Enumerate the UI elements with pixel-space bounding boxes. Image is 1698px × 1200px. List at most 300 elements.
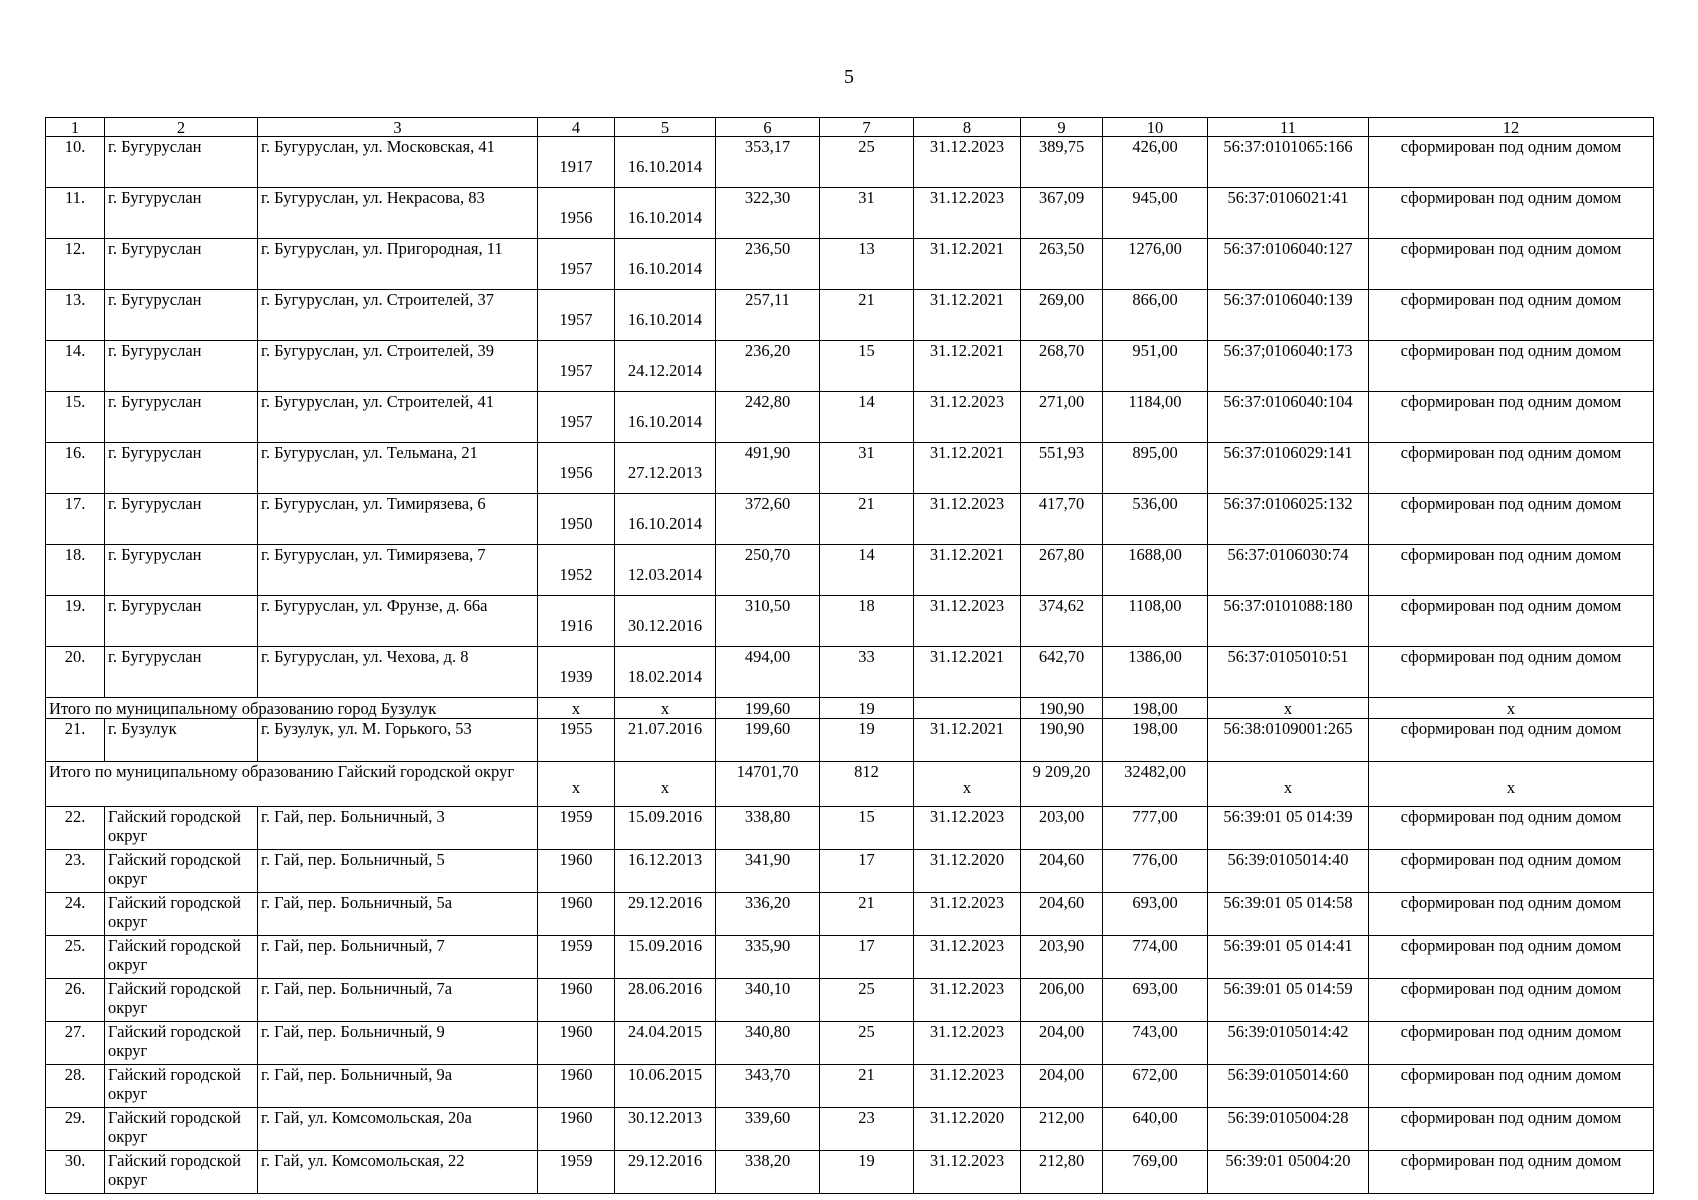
year-cell: 1955 (538, 719, 615, 762)
status-cell: сформирован под одним домом (1369, 1065, 1654, 1108)
table-row (46, 807, 1654, 850)
column-header: 10 (1103, 118, 1208, 137)
land-area-cell: 640,00 (1103, 1108, 1208, 1151)
municipality-cell: Гайский городской округ (105, 807, 258, 850)
area-cell: 338,80 (716, 807, 820, 850)
status-cell: сформирован под одним домом (1369, 1108, 1654, 1151)
table-row (46, 494, 1654, 545)
area2-cell: 417,70 (1021, 494, 1103, 545)
status-cell: сформирован под одним домом (1369, 596, 1654, 647)
residents-cell: 18 (820, 596, 914, 647)
table-row (46, 341, 1654, 392)
date-cell: 16.10.2014 (615, 392, 716, 443)
residents-cell: 13 (820, 239, 914, 290)
year-cell: 1917 (538, 137, 615, 188)
year-cell: 1957 (538, 392, 615, 443)
year-cell: 1959 (538, 936, 615, 979)
row-number-cell: 11. (46, 188, 105, 239)
address-cell: г. Гай, пер. Больничный, 7 (258, 936, 538, 979)
address-cell: г. Бугуруслан, ул. Строителей, 41 (258, 392, 538, 443)
area-cell: 340,80 (716, 1022, 820, 1065)
address-cell: г. Гай, пер. Больничный, 9а (258, 1065, 538, 1108)
row-number-cell: 17. (46, 494, 105, 545)
address-cell: г. Гай, пер. Больничный, 3 (258, 807, 538, 850)
year-cell: 1956 (538, 443, 615, 494)
area-cell: 257,11 (716, 290, 820, 341)
year-cell: 1960 (538, 893, 615, 936)
residents-cell: 21 (820, 494, 914, 545)
total-area-cell: 14701,70 (716, 762, 820, 807)
date-cell: 16.10.2014 (615, 188, 716, 239)
area2-cell: 204,60 (1021, 893, 1103, 936)
area2-cell: 203,90 (1021, 936, 1103, 979)
status-cell: сформирован под одним домом (1369, 893, 1654, 936)
land-area-cell: 1184,00 (1103, 392, 1208, 443)
address-cell: г. Гай, ул. Комсомольская, 20а (258, 1108, 538, 1151)
deadline-cell: 31.12.2021 (914, 239, 1021, 290)
cadastral-number-cell: 56:37;0106040:173 (1208, 341, 1369, 392)
deadline-cell: 31.12.2023 (914, 936, 1021, 979)
row-number-cell: 28. (46, 1065, 105, 1108)
area2-cell: 267,80 (1021, 545, 1103, 596)
table-row (46, 936, 1654, 979)
deadline-cell: 31.12.2020 (914, 1108, 1021, 1151)
residents-cell: 14 (820, 545, 914, 596)
date-cell: 16.10.2014 (615, 290, 716, 341)
date-cell: 29.12.2016 (615, 1151, 716, 1194)
area2-cell: 268,70 (1021, 341, 1103, 392)
date-cell: 16.12.2013 (615, 850, 716, 893)
cadastral-number-cell: 56:37:0106030:74 (1208, 545, 1369, 596)
area2-cell: 206,00 (1021, 979, 1103, 1022)
cadastral-number-cell: 56:37:0106021:41 (1208, 188, 1369, 239)
land-area-cell: 1386,00 (1103, 647, 1208, 698)
deadline-cell: 31.12.2020 (914, 850, 1021, 893)
residents-cell: 17 (820, 850, 914, 893)
municipality-cell: Гайский городской округ (105, 893, 258, 936)
municipality-cell: Гайский городской округ (105, 979, 258, 1022)
year-cell: 1960 (538, 1108, 615, 1151)
cadastral-number-cell: 56:39:01 05 014:59 (1208, 979, 1369, 1022)
total-year-cell: х (538, 698, 615, 719)
table-row (46, 290, 1654, 341)
status-cell: сформирован под одним домом (1369, 137, 1654, 188)
year-cell: 1960 (538, 1065, 615, 1108)
deadline-cell: 31.12.2023 (914, 807, 1021, 850)
residents-cell: 25 (820, 979, 914, 1022)
date-cell: 12.03.2014 (615, 545, 716, 596)
residents-cell: 33 (820, 647, 914, 698)
table-row (46, 1065, 1654, 1108)
deadline-cell: 31.12.2021 (914, 719, 1021, 762)
area-cell: 341,90 (716, 850, 820, 893)
row-number-cell: 18. (46, 545, 105, 596)
row-number-cell: 10. (46, 137, 105, 188)
municipality-cell: Гайский городской округ (105, 1151, 258, 1194)
land-area-cell: 536,00 (1103, 494, 1208, 545)
date-cell: 10.06.2015 (615, 1065, 716, 1108)
area-cell: 372,60 (716, 494, 820, 545)
residents-cell: 31 (820, 443, 914, 494)
address-cell: г. Бугуруслан, ул. Тимирязева, 7 (258, 545, 538, 596)
date-cell: 27.12.2013 (615, 443, 716, 494)
cadastral-number-cell: 56:37:0101065:166 (1208, 137, 1369, 188)
residents-cell: 19 (820, 719, 914, 762)
year-cell: 1956 (538, 188, 615, 239)
land-area-cell: 693,00 (1103, 979, 1208, 1022)
area2-cell: 389,75 (1021, 137, 1103, 188)
table-row (46, 1151, 1654, 1194)
residents-cell: 21 (820, 893, 914, 936)
status-cell: сформирован под одним домом (1369, 239, 1654, 290)
status-cell: сформирован под одним домом (1369, 188, 1654, 239)
area-cell: 353,17 (716, 137, 820, 188)
area2-cell: 212,80 (1021, 1151, 1103, 1194)
municipality-cell: г. Бузулук (105, 719, 258, 762)
table-row (46, 596, 1654, 647)
status-cell: сформирован под одним домом (1369, 647, 1654, 698)
land-area-cell: 866,00 (1103, 290, 1208, 341)
municipality-cell: Гайский городской округ (105, 1022, 258, 1065)
deadline-cell: 31.12.2021 (914, 341, 1021, 392)
status-cell: сформирован под одним домом (1369, 979, 1654, 1022)
date-cell: 15.09.2016 (615, 936, 716, 979)
year-cell: 1952 (538, 545, 615, 596)
area2-cell: 204,00 (1021, 1065, 1103, 1108)
area2-cell: 551,93 (1021, 443, 1103, 494)
municipality-cell: Гайский городской округ (105, 1108, 258, 1151)
year-cell: 1950 (538, 494, 615, 545)
address-cell: г. Бугуруслан, ул. Пригородная, 11 (258, 239, 538, 290)
status-cell: сформирован под одним домом (1369, 807, 1654, 850)
deadline-cell: 31.12.2023 (914, 494, 1021, 545)
land-area-cell: 777,00 (1103, 807, 1208, 850)
table-row (46, 443, 1654, 494)
table-row (46, 239, 1654, 290)
cadastral-number-cell: 56:39:01 05004:20 (1208, 1151, 1369, 1194)
row-number-cell: 21. (46, 719, 105, 762)
date-cell: 15.09.2016 (615, 807, 716, 850)
column-header: 9 (1021, 118, 1103, 137)
area2-cell: 374,62 (1021, 596, 1103, 647)
total-date-cell: х (615, 698, 716, 719)
residents-cell: 15 (820, 807, 914, 850)
deadline-cell: 31.12.2023 (914, 1022, 1021, 1065)
column-header: 5 (615, 118, 716, 137)
deadline-cell: 31.12.2023 (914, 893, 1021, 936)
total-label: Итого по муниципальному образованию город Бузулук (46, 698, 538, 719)
area-cell: 322,30 (716, 188, 820, 239)
year-cell: 1959 (538, 807, 615, 850)
area-cell: 236,20 (716, 341, 820, 392)
total-date-cell: х (615, 762, 716, 807)
municipality-cell: г. Бугуруслан (105, 239, 258, 290)
column-header: 12 (1369, 118, 1654, 137)
address-cell: г. Бугуруслан, ул. Строителей, 39 (258, 341, 538, 392)
area-cell: 338,20 (716, 1151, 820, 1194)
column-header: 2 (105, 118, 258, 137)
area-cell: 343,70 (716, 1065, 820, 1108)
municipality-cell: г. Бугуруслан (105, 545, 258, 596)
cadastral-number-cell: 56:37:0106025:132 (1208, 494, 1369, 545)
table-row (46, 545, 1654, 596)
land-area-cell: 776,00 (1103, 850, 1208, 893)
residents-cell: 25 (820, 1022, 914, 1065)
year-cell: 1939 (538, 647, 615, 698)
row-number-cell: 16. (46, 443, 105, 494)
cadastral-number-cell: 56:39:01 05 014:39 (1208, 807, 1369, 850)
year-cell: 1916 (538, 596, 615, 647)
cadastral-number-cell: 56:38:0109001:265 (1208, 719, 1369, 762)
residents-cell: 23 (820, 1108, 914, 1151)
status-cell: сформирован под одним домом (1369, 443, 1654, 494)
area2-cell: 204,00 (1021, 1022, 1103, 1065)
year-cell: 1957 (538, 290, 615, 341)
municipality-cell: г. Бугуруслан (105, 188, 258, 239)
residents-cell: 15 (820, 341, 914, 392)
row-number-cell: 25. (46, 936, 105, 979)
area-cell: 491,90 (716, 443, 820, 494)
land-area-cell: 769,00 (1103, 1151, 1208, 1194)
address-cell: г. Гай, пер. Больничный, 9 (258, 1022, 538, 1065)
area2-cell: 269,00 (1021, 290, 1103, 341)
deadline-cell: 31.12.2021 (914, 290, 1021, 341)
municipality-cell: Гайский городской округ (105, 850, 258, 893)
cadastral-number-cell: 56:39:0105014:60 (1208, 1065, 1369, 1108)
date-cell: 24.12.2014 (615, 341, 716, 392)
status-cell: сформирован под одним домом (1369, 719, 1654, 762)
deadline-cell: 31.12.2023 (914, 979, 1021, 1022)
total-row (46, 698, 1654, 719)
area2-cell: 642,70 (1021, 647, 1103, 698)
area-cell: 340,10 (716, 979, 820, 1022)
table-row (46, 392, 1654, 443)
total-area2-cell: 190,90 (1021, 698, 1103, 719)
deadline-cell: 31.12.2023 (914, 188, 1021, 239)
municipality-cell: г. Бугуруслан (105, 137, 258, 188)
year-cell: 1960 (538, 1022, 615, 1065)
row-number-cell: 27. (46, 1022, 105, 1065)
row-number-cell: 13. (46, 290, 105, 341)
municipality-cell: Гайский городской округ (105, 1065, 258, 1108)
status-cell: сформирован под одним домом (1369, 850, 1654, 893)
year-cell: 1957 (538, 239, 615, 290)
address-cell: г. Гай, пер. Больничный, 5 (258, 850, 538, 893)
area-cell: 242,80 (716, 392, 820, 443)
status-cell: сформирован под одним домом (1369, 936, 1654, 979)
municipality-cell: г. Бугуруслан (105, 290, 258, 341)
status-cell: сформирован под одним домом (1369, 1022, 1654, 1065)
address-cell: г. Бугуруслан, ул. Фрунзе, д. 66а (258, 596, 538, 647)
deadline-cell: 31.12.2021 (914, 443, 1021, 494)
total-land-cell: 198,00 (1103, 698, 1208, 719)
total-people-cell: 812 (820, 762, 914, 807)
cadastral-number-cell: 56:37:0106040:139 (1208, 290, 1369, 341)
cadastral-number-cell: 56:37:0101088:180 (1208, 596, 1369, 647)
deadline-cell: 31.12.2021 (914, 545, 1021, 596)
address-cell: г. Бугуруслан, ул. Строителей, 37 (258, 290, 538, 341)
page-number: 5 (844, 66, 854, 88)
table-row (46, 979, 1654, 1022)
area2-cell: 271,00 (1021, 392, 1103, 443)
cadastral-number-cell: 56:37:0106040:104 (1208, 392, 1369, 443)
total-row (46, 762, 1654, 807)
total-area2-cell: 9 209,20 (1021, 762, 1103, 807)
residents-cell: 19 (820, 1151, 914, 1194)
row-number-cell: 14. (46, 341, 105, 392)
date-cell: 16.10.2014 (615, 239, 716, 290)
column-header: 7 (820, 118, 914, 137)
row-number-cell: 22. (46, 807, 105, 850)
deadline-cell: 31.12.2023 (914, 596, 1021, 647)
land-area-cell: 672,00 (1103, 1065, 1208, 1108)
table-row (46, 850, 1654, 893)
total-status-cell: х (1369, 762, 1654, 807)
residents-cell: 14 (820, 392, 914, 443)
date-cell: 30.12.2013 (615, 1108, 716, 1151)
status-cell: сформирован под одним домом (1369, 1151, 1654, 1194)
address-cell: г. Бугуруслан, ул. Тимирязева, 6 (258, 494, 538, 545)
area2-cell: 212,00 (1021, 1108, 1103, 1151)
row-number-cell: 26. (46, 979, 105, 1022)
column-header: 3 (258, 118, 538, 137)
area-cell: 199,60 (716, 719, 820, 762)
row-number-cell: 15. (46, 392, 105, 443)
table-row (46, 647, 1654, 698)
row-number-cell: 12. (46, 239, 105, 290)
total-deadline-cell: х (914, 762, 1021, 807)
year-cell: 1960 (538, 850, 615, 893)
deadline-cell: 31.12.2021 (914, 647, 1021, 698)
cadastral-number-cell: 56:37:0106040:127 (1208, 239, 1369, 290)
date-cell: 29.12.2016 (615, 893, 716, 936)
row-number-cell: 30. (46, 1151, 105, 1194)
municipality-cell: г. Бугуруслан (105, 596, 258, 647)
address-cell: г. Бугуруслан, ул. Некрасова, 83 (258, 188, 538, 239)
cadastral-number-cell: 56:37:0106029:141 (1208, 443, 1369, 494)
total-cad-cell: х (1208, 698, 1369, 719)
cadastral-number-cell: 56:39:0105014:40 (1208, 850, 1369, 893)
column-header: 6 (716, 118, 820, 137)
municipality-cell: г. Бугуруслан (105, 443, 258, 494)
cadastral-number-cell: 56:39:01 05 014:41 (1208, 936, 1369, 979)
housing-table (45, 117, 1654, 1194)
date-cell: 28.06.2016 (615, 979, 716, 1022)
table-body (46, 118, 1654, 1194)
table-row (46, 137, 1654, 188)
land-area-cell: 743,00 (1103, 1022, 1208, 1065)
cadastral-number-cell: 56:39:0105004:28 (1208, 1108, 1369, 1151)
column-header: 4 (538, 118, 615, 137)
area-cell: 250,70 (716, 545, 820, 596)
area-cell: 339,60 (716, 1108, 820, 1151)
cadastral-number-cell: 56:39:01 05 014:58 (1208, 893, 1369, 936)
total-people-cell: 19 (820, 698, 914, 719)
total-label: Итого по муниципальному образованию Гайский городской округ (46, 762, 538, 807)
table-row (46, 719, 1654, 762)
area-cell: 335,90 (716, 936, 820, 979)
table-row (46, 1022, 1654, 1065)
date-cell: 24.04.2015 (615, 1022, 716, 1065)
municipality-cell: Гайский городской округ (105, 936, 258, 979)
municipality-cell: г. Бугуруслан (105, 341, 258, 392)
row-number-cell: 24. (46, 893, 105, 936)
land-area-cell: 774,00 (1103, 936, 1208, 979)
residents-cell: 31 (820, 188, 914, 239)
year-cell: 1960 (538, 979, 615, 1022)
municipality-cell: г. Бугуруслан (105, 494, 258, 545)
address-cell: г. Бугуруслан, ул. Чехова, д. 8 (258, 647, 538, 698)
land-area-cell: 1276,00 (1103, 239, 1208, 290)
address-cell: г. Бузулук, ул. М. Горького, 53 (258, 719, 538, 762)
table-row (46, 1108, 1654, 1151)
area2-cell: 204,60 (1021, 850, 1103, 893)
date-cell: 30.12.2016 (615, 596, 716, 647)
date-cell: 16.10.2014 (615, 494, 716, 545)
land-area-cell: 1688,00 (1103, 545, 1208, 596)
cadastral-number-cell: 56:39:0105014:42 (1208, 1022, 1369, 1065)
land-area-cell: 895,00 (1103, 443, 1208, 494)
address-cell: г. Гай, пер. Больничный, 5а (258, 893, 538, 936)
total-cad-cell: х (1208, 762, 1369, 807)
area-cell: 310,50 (716, 596, 820, 647)
area2-cell: 190,90 (1021, 719, 1103, 762)
land-area-cell: 951,00 (1103, 341, 1208, 392)
address-cell: г. Гай, пер. Больничный, 7а (258, 979, 538, 1022)
area-cell: 336,20 (716, 893, 820, 936)
residents-cell: 25 (820, 137, 914, 188)
table-row (46, 188, 1654, 239)
row-number-cell: 20. (46, 647, 105, 698)
total-land-cell: 32482,00 (1103, 762, 1208, 807)
land-area-cell: 198,00 (1103, 719, 1208, 762)
deadline-cell: 31.12.2023 (914, 392, 1021, 443)
land-area-cell: 426,00 (1103, 137, 1208, 188)
residents-cell: 21 (820, 1065, 914, 1108)
date-cell: 18.02.2014 (615, 647, 716, 698)
municipality-cell: г. Бугуруслан (105, 392, 258, 443)
status-cell: сформирован под одним домом (1369, 545, 1654, 596)
row-number-cell: 23. (46, 850, 105, 893)
deadline-cell: 31.12.2023 (914, 137, 1021, 188)
total-year-cell: х (538, 762, 615, 807)
land-area-cell: 1108,00 (1103, 596, 1208, 647)
area-cell: 236,50 (716, 239, 820, 290)
area2-cell: 263,50 (1021, 239, 1103, 290)
municipality-cell: г. Бугуруслан (105, 647, 258, 698)
table-row (46, 893, 1654, 936)
area2-cell: 203,00 (1021, 807, 1103, 850)
status-cell: сформирован под одним домом (1369, 290, 1654, 341)
column-header: 1 (46, 118, 105, 137)
total-deadline-cell (914, 698, 1021, 719)
status-cell: сформирован под одним домом (1369, 392, 1654, 443)
status-cell: сформирован под одним домом (1369, 494, 1654, 545)
row-number-cell: 19. (46, 596, 105, 647)
area-cell: 494,00 (716, 647, 820, 698)
column-header: 8 (914, 118, 1021, 137)
cadastral-number-cell: 56:37:0105010:51 (1208, 647, 1369, 698)
deadline-cell: 31.12.2023 (914, 1065, 1021, 1108)
address-cell: г. Гай, ул. Комсомольская, 22 (258, 1151, 538, 1194)
total-status-cell: х (1369, 698, 1654, 719)
area2-cell: 367,09 (1021, 188, 1103, 239)
status-cell: сформирован под одним домом (1369, 341, 1654, 392)
residents-cell: 17 (820, 936, 914, 979)
deadline-cell: 31.12.2023 (914, 1151, 1021, 1194)
column-number-row (46, 118, 1654, 137)
address-cell: г. Бугуруслан, ул. Московская, 41 (258, 137, 538, 188)
